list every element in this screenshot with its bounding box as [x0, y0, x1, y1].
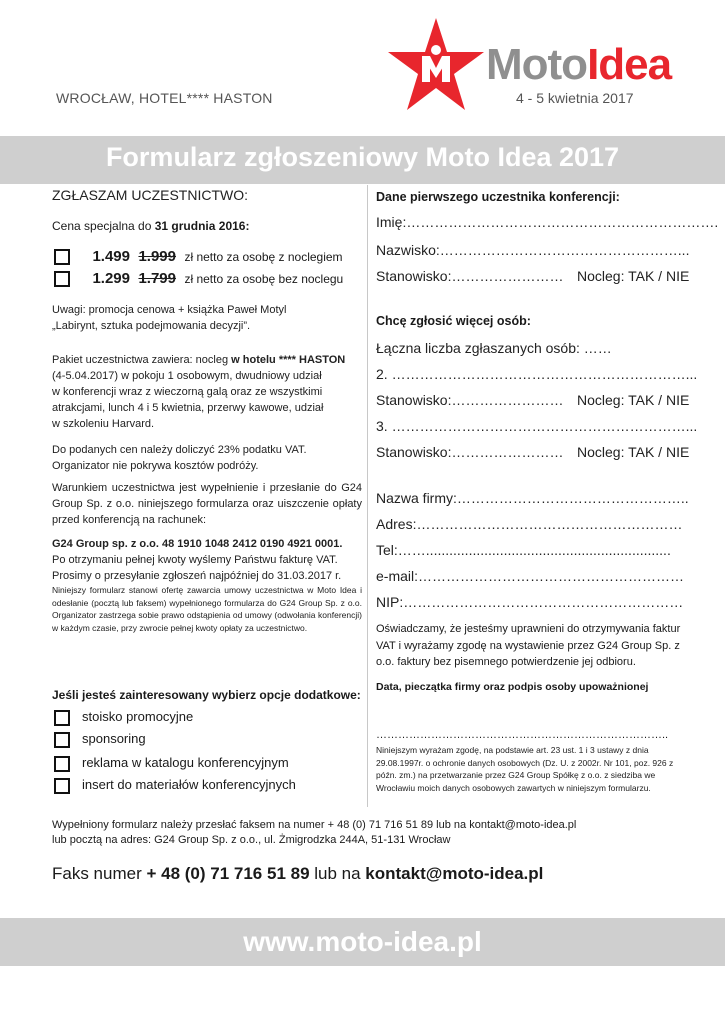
- checkbox[interactable]: [54, 732, 70, 748]
- contact-email-link[interactable]: kontakt@moto-idea.pl: [365, 864, 544, 883]
- checkbox[interactable]: [54, 249, 70, 265]
- data-consent: Niniejszym wyrażam zgodę, na podstawie art. 23 ust. 1 i 3 ustawy z dnia 29.08.1997r. o ochronie danych osobowych (Dz. U. z 2002r. Nr 101, poz. 926 z późn. zm.) na przetwarzanie przez G24 Group Spółkę z o.o. z siedziba we Wrocławiu moich danych osobowych zawartych w niniejszym formularzu.: [376, 745, 674, 793]
- extra-option[interactable]: stoisko promocyjne: [54, 707, 296, 727]
- participation-heading: ZGŁASZAM UCZESTNICTWO:: [52, 187, 248, 203]
- participant-count-field[interactable]: Łączna liczba zgłaszanych osób: ……: [376, 340, 612, 356]
- vat-note: Do podanych cen należy doliczyć 23% podatku VAT. Organizator nie pokrywa kosztów podróży.: [52, 444, 307, 472]
- extra-option[interactable]: sponsoring: [54, 729, 296, 749]
- company-name-field[interactable]: Nazwa firmy:…………………………………………..: [376, 490, 689, 506]
- legal-note: Niniejszy formularz stanowi ofertę zawarcia umowy uczestnictwa w Moto Idea i odesłanie (pocztą lub faksem) wypełnionego formularza do G24 Group Sp. z o.o. Organizator zastrzega sobie prawo odstąpienia od umowy (odwołania konferencji) w każdym czasie, przy zwrocie pełnej kwoty opłaty za uczestnictwo.: [52, 585, 362, 633]
- payment-info: G24 Group sp. z o.o. 48 1910 1048 2412 0190 4921 0001. Po otrzymaniu pełnej kwoty wyślemy Państwu fakturę VAT. Prosimy o przesyłanie zgłoszeń najpóźniej do 31.03.2017 r.: [52, 538, 343, 582]
- extra-option[interactable]: insert do materiałów konferencyjnych: [54, 775, 296, 795]
- position-field-2[interactable]: Stanowisko:……………………: [376, 392, 564, 408]
- option-with-hotel[interactable]: 1.499 1.999 zł netto za osobę z noclegiem: [54, 248, 364, 266]
- event-dates: 4 - 5 kwietnia 2017: [516, 90, 634, 106]
- phone-field[interactable]: Tel:……...............................................................: [376, 542, 671, 558]
- checkbox[interactable]: [54, 710, 70, 726]
- position-field-1[interactable]: Stanowisko:……………………: [376, 268, 564, 284]
- first-name-field[interactable]: Imię:………………………………………………………….: [376, 214, 719, 230]
- event-location: WROCŁAW, HOTEL**** HASTON: [56, 90, 273, 106]
- address-field[interactable]: Adres:…………………………………………………: [376, 516, 683, 532]
- extras-list: [54, 707, 296, 795]
- url-band: [0, 918, 725, 966]
- extra-option[interactable]: reklama w katalogu konferencyjnym: [54, 753, 296, 773]
- conditions-text: Warunkiem uczestnictwa jest wypełnienie i przesłanie do G24 Group Sp. z o.o. niniejszego formularza oraz uiszczenie opłaty przed konferencją na rachunek:: [52, 482, 362, 526]
- position-field-3[interactable]: Stanowisko:……………………: [376, 444, 564, 460]
- checkbox[interactable]: [54, 756, 70, 772]
- price-intro: Cena specjalna do 31 grudnia 2016:: [52, 219, 250, 233]
- more-participants-heading: Chcę zgłosić więcej osób:: [376, 314, 531, 328]
- nip-field[interactable]: NIP:……………………………………………………: [376, 594, 684, 610]
- form-title: Formularz zgłoszeniowy Moto Idea 2017: [105, 142, 620, 172]
- hotel-choice-2[interactable]: Nocleg: TAK / NIE: [577, 392, 690, 408]
- checkbox[interactable]: [54, 271, 70, 287]
- title-band: [0, 136, 725, 184]
- participant-3-field[interactable]: 3. ………………………………………………………...: [376, 418, 698, 434]
- signature-label: Data, pieczątka firmy oraz podpis osoby upoważnionej: [376, 681, 649, 693]
- signature-line[interactable]: ……………………………………………………………………..: [376, 729, 669, 741]
- hotel-choice-3[interactable]: Nocleg: TAK / NIE: [577, 444, 690, 460]
- logo-wordmark: MotoIdea: [486, 40, 672, 89]
- last-name-field[interactable]: Nazwisko:……………………………………………...: [376, 242, 690, 258]
- send-instructions: Wypełniony formularz należy przesłać faksem na numer + 48 (0) 71 716 51 89 lub na kontakt@moto-idea.pl lub pocztą na adres: G24 Group Sp. z o.o., ul. Żmigrodzka 244A, 51-131 Wrocław: [52, 819, 577, 846]
- fax-contact: Faks numer + 48 (0) 71 716 51 89 lub na kontakt@moto-idea.pl: [52, 864, 544, 883]
- email-field[interactable]: e-mail:…………………………………………………: [376, 568, 685, 584]
- column-divider: [367, 185, 368, 807]
- website-link[interactable]: www.moto-idea.pl: [243, 926, 482, 957]
- first-participant-heading: Dane pierwszego uczestnika konferencji:: [376, 190, 620, 204]
- participant-2-field[interactable]: 2. ………………………………………………………...: [376, 366, 698, 382]
- moto-idea-logo-star-icon: [384, 14, 488, 118]
- promo-note: Uwagi: promocja cenowa + książka Paweł Motyl „Labirynt, sztuka podejmowania decyzji”.: [52, 304, 287, 332]
- checkbox[interactable]: [54, 778, 70, 794]
- vat-statement: Oświadczamy, że jesteśmy uprawnieni do otrzymywania faktur VAT i wyrażamy zgodę na wystawienie przez G24 Group Sp. z o.o. faktury bez pisemnego potwierdzenie jej odbioru.: [376, 623, 681, 668]
- option-without-hotel[interactable]: 1.299 1.799 zł netto za osobę bez noclegu: [54, 270, 364, 288]
- package-description: Pakiet uczestnictwa zawiera: nocleg w hotelu **** HASTON (4-5.04.2017) w pokoju 1 osobowym, dwudniowy udział w konferencji wraz z wieczorną galą oraz ze wszystkimi atrakcjami, lunch 4 i 5 kwietnia, przerwy kawowe, udział w szkoleniu Harvard.: [52, 354, 346, 430]
- extras-heading: Jeśli jesteś zainteresowany wybierz opcje dodatkowe:: [52, 688, 361, 702]
- hotel-choice-1[interactable]: Nocleg: TAK / NIE: [577, 268, 690, 284]
